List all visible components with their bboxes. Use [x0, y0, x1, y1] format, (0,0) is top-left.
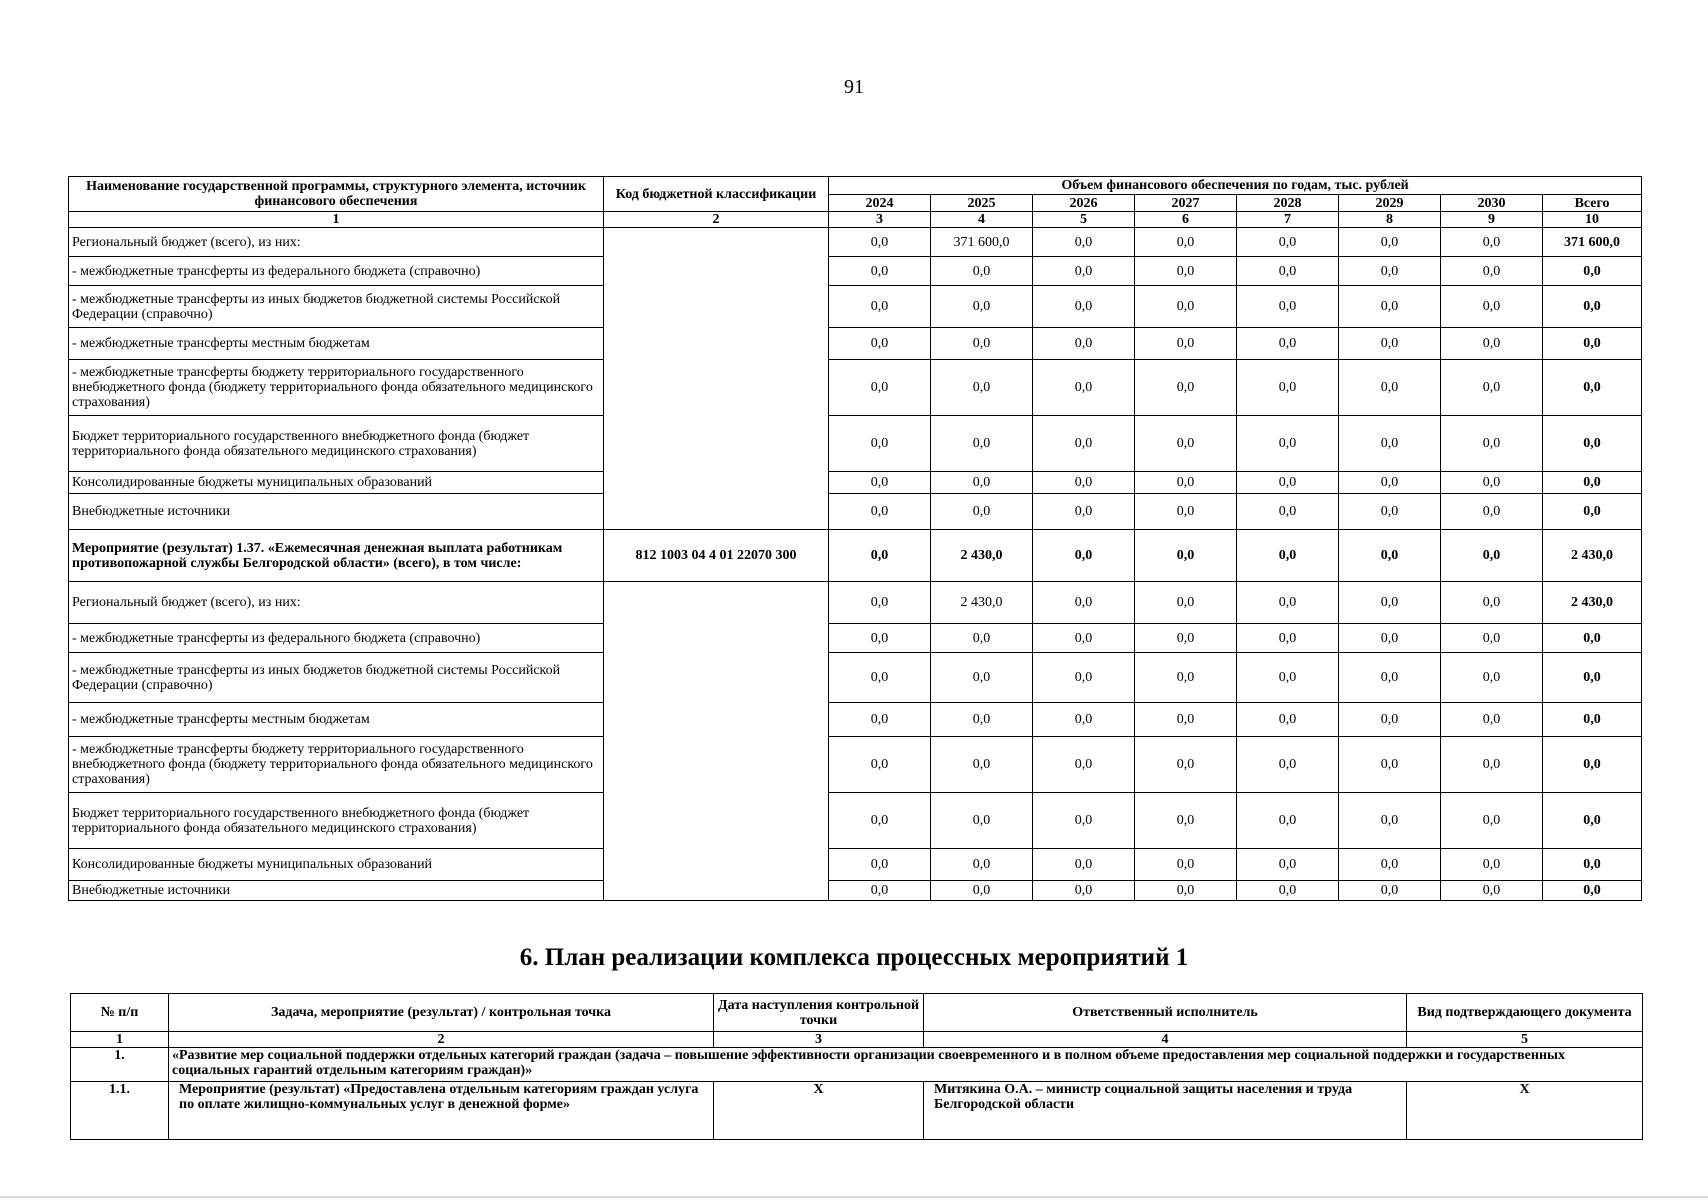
header-year: 2026 [1033, 195, 1135, 212]
section-title: 6. План реализации комплекса процессных мероприятий 1 [519, 944, 1189, 971]
row-name: Региональный бюджет (всего), из них: [69, 228, 604, 257]
row-total: 0,0 [1543, 703, 1642, 737]
finance-row [69, 530, 1642, 582]
row-value: 0,0 [931, 653, 1033, 703]
row-total: 2 430,0 [1543, 582, 1642, 624]
row-value: 0,0 [1033, 494, 1135, 530]
row-value: 0,0 [1237, 653, 1339, 703]
row-value: 0,0 [931, 257, 1033, 286]
row-value: 0,0 [829, 472, 931, 494]
row-value: 0,0 [1339, 286, 1441, 328]
row-value: 0,0 [1339, 472, 1441, 494]
column-number: 9 [1441, 212, 1543, 228]
row-value: 0,0 [829, 286, 931, 328]
plan-row-num: 1.1. [71, 1082, 169, 1140]
row-value: 0,0 [1339, 257, 1441, 286]
row-name: - межбюджетные трансферты из федерального бюджета (справочно) [69, 257, 604, 286]
plan-column-number: 5 [1407, 1032, 1643, 1048]
row-value: 0,0 [1339, 494, 1441, 530]
column-number: 1 [69, 212, 604, 228]
row-value: 0,0 [1135, 653, 1237, 703]
column-number: 6 [1135, 212, 1237, 228]
finance-row [69, 881, 1642, 901]
row-total: 0,0 [1543, 653, 1642, 703]
row-value: 0,0 [1237, 530, 1339, 582]
row-value: 0,0 [1033, 530, 1135, 582]
row-value: 0,0 [829, 360, 931, 416]
row-value: 0,0 [1135, 472, 1237, 494]
plan-header-date: Дата наступления контрольной точки [714, 994, 924, 1032]
row-value: 0,0 [829, 494, 931, 530]
row-total: 371 600,0 [1543, 228, 1642, 257]
row-value: 0,0 [1339, 530, 1441, 582]
header-code: Код бюджетной классификации [604, 177, 829, 212]
row-name: Региональный бюджет (всего), из них: [69, 582, 604, 624]
plan-header-executor: Ответственный исполнитель [924, 994, 1407, 1032]
row-value: 0,0 [1339, 416, 1441, 472]
row-name: Консолидированные бюджеты муниципальных образований [69, 472, 604, 494]
row-value: 0,0 [1033, 416, 1135, 472]
row-value: 0,0 [1033, 286, 1135, 328]
row-value: 0,0 [1033, 582, 1135, 624]
row-value: 0,0 [1441, 416, 1543, 472]
row-value: 0,0 [1441, 494, 1543, 530]
row-value: 0,0 [1441, 793, 1543, 849]
row-value: 0,0 [1441, 530, 1543, 582]
row-name: Внебюджетные источники [69, 881, 604, 901]
row-value: 0,0 [829, 582, 931, 624]
row-value: 0,0 [1135, 494, 1237, 530]
plan-row [71, 1048, 1643, 1082]
row-value: 371 600,0 [931, 228, 1033, 257]
row-name: Консолидированные бюджеты муниципальных образований [69, 849, 604, 881]
row-value: 0,0 [1237, 582, 1339, 624]
row-value: 0,0 [829, 703, 931, 737]
finance-row [69, 624, 1642, 653]
row-value: 0,0 [829, 624, 931, 653]
row-value: 0,0 [1135, 849, 1237, 881]
page-number: 91 [844, 76, 864, 98]
row-value: 0,0 [1441, 328, 1543, 360]
header-year: 2027 [1135, 195, 1237, 212]
row-value: 0,0 [1237, 257, 1339, 286]
row-total: 0,0 [1543, 849, 1642, 881]
row-value: 0,0 [1033, 472, 1135, 494]
finance-row [69, 793, 1642, 849]
row-value: 0,0 [1135, 257, 1237, 286]
financing-table [68, 176, 1642, 901]
row-total: 0,0 [1543, 257, 1642, 286]
row-value: 0,0 [1339, 228, 1441, 257]
row-value: 0,0 [829, 328, 931, 360]
row-total: 2 430,0 [1543, 530, 1642, 582]
header-name: Наименование государственной программы, структурного элемента, источник финансового обеспечения [69, 177, 604, 212]
row-value: 0,0 [1135, 582, 1237, 624]
row-value: 0,0 [1033, 328, 1135, 360]
row-value: 0,0 [829, 257, 931, 286]
header-year: 2028 [1237, 195, 1339, 212]
row-name: - межбюджетные трансферты местным бюджетам [69, 328, 604, 360]
row-value: 0,0 [1237, 849, 1339, 881]
row-value: 0,0 [829, 228, 931, 257]
plan-row [71, 1082, 1643, 1140]
row-value: 0,0 [1237, 416, 1339, 472]
row-value: 0,0 [931, 472, 1033, 494]
column-number: 5 [1033, 212, 1135, 228]
row-value: 0,0 [1135, 624, 1237, 653]
plan-row-doc: Х [1407, 1082, 1643, 1140]
row-value: 0,0 [1339, 881, 1441, 901]
row-value: 0,0 [1441, 286, 1543, 328]
header-year: 2024 [829, 195, 931, 212]
row-value: 0,0 [1441, 653, 1543, 703]
finance-row [69, 849, 1642, 881]
column-number: 4 [931, 212, 1033, 228]
plan-header-doc: Вид подтверждающего документа [1407, 994, 1643, 1032]
page-edge-rule [0, 1196, 1708, 1198]
finance-row [69, 416, 1642, 472]
row-value: 0,0 [1033, 653, 1135, 703]
row-value: 0,0 [931, 793, 1033, 849]
finance-row [69, 582, 1642, 624]
row-value: 0,0 [1033, 881, 1135, 901]
row-value: 0,0 [1033, 703, 1135, 737]
row-value: 0,0 [1237, 793, 1339, 849]
row-value: 0,0 [1339, 653, 1441, 703]
plan-column-number: 3 [714, 1032, 924, 1048]
row-value: 0,0 [1135, 737, 1237, 793]
finance-row [69, 257, 1642, 286]
plan-header-num: № п/п [71, 994, 169, 1032]
row-value: 0,0 [1441, 360, 1543, 416]
row-value: 0,0 [931, 416, 1033, 472]
finance-row [69, 653, 1642, 703]
row-value: 0,0 [1135, 703, 1237, 737]
row-value: 2 430,0 [931, 530, 1033, 582]
row-value: 0,0 [1237, 228, 1339, 257]
row-value: 0,0 [1135, 416, 1237, 472]
row-value: 0,0 [931, 624, 1033, 653]
row-value: 0,0 [1033, 849, 1135, 881]
row-name: - межбюджетные трансферты из иных бюджетов бюджетной системы Российской Федерации (справочно) [69, 653, 604, 703]
row-value: 0,0 [931, 881, 1033, 901]
row-name: - межбюджетные трансферты бюджету территориального государственного внебюджетного фонда (бюджету территориального фонда обязательного медицинского страхования) [69, 360, 604, 416]
row-value: 0,0 [1441, 881, 1543, 901]
row-name: - межбюджетные трансферты местным бюджетам [69, 703, 604, 737]
row-value: 0,0 [1135, 228, 1237, 257]
row-value: 0,0 [1135, 286, 1237, 328]
row-value: 0,0 [1441, 849, 1543, 881]
row-total: 0,0 [1543, 286, 1642, 328]
row-value: 0,0 [1135, 530, 1237, 582]
row-value: 0,0 [931, 703, 1033, 737]
row-value: 0,0 [1033, 624, 1135, 653]
row-value: 0,0 [1237, 737, 1339, 793]
finance-row [69, 360, 1642, 416]
header-year: 2025 [931, 195, 1033, 212]
row-value: 0,0 [1237, 703, 1339, 737]
row-value: 0,0 [1033, 793, 1135, 849]
column-number: 7 [1237, 212, 1339, 228]
row-value: 0,0 [1237, 360, 1339, 416]
row-code: 812 1003 04 4 01 22070 300 [604, 530, 829, 582]
finance-row [69, 494, 1642, 530]
row-code [604, 228, 829, 530]
finance-row [69, 228, 1642, 257]
row-name: - межбюджетные трансферты из федерального бюджета (справочно) [69, 624, 604, 653]
row-value: 0,0 [1033, 228, 1135, 257]
finance-row [69, 328, 1642, 360]
row-value: 0,0 [931, 849, 1033, 881]
row-value: 0,0 [1441, 737, 1543, 793]
row-total: 0,0 [1543, 793, 1642, 849]
row-value: 0,0 [1339, 737, 1441, 793]
finance-row [69, 703, 1642, 737]
row-value: 0,0 [1237, 881, 1339, 901]
row-value: 0,0 [1135, 328, 1237, 360]
row-value: 0,0 [1135, 360, 1237, 416]
row-value: 0,0 [931, 737, 1033, 793]
row-value: 0,0 [1237, 286, 1339, 328]
header-year: 2030 [1441, 195, 1543, 212]
row-value: 0,0 [1441, 472, 1543, 494]
row-total: 0,0 [1543, 737, 1642, 793]
row-value: 0,0 [931, 494, 1033, 530]
plan-row-date: Х [714, 1082, 924, 1140]
row-value: 0,0 [1339, 793, 1441, 849]
plan-header-task: Задача, мероприятие (результат) / контрольная точка [169, 994, 714, 1032]
row-name: Бюджет территориального государственного внебюджетного фонда (бюджет территориального фонда обязательного медицинского страхования) [69, 793, 604, 849]
row-value: 0,0 [829, 653, 931, 703]
row-value: 0,0 [1339, 624, 1441, 653]
header-year: 2029 [1339, 195, 1441, 212]
row-name: Мероприятие (результат) 1.37. «Ежемесячная денежная выплата работникам противопожарной службы Белгородской области» (всего), в том числе: [69, 530, 604, 582]
row-value: 0,0 [1339, 703, 1441, 737]
row-value: 0,0 [1441, 228, 1543, 257]
row-value: 0,0 [1441, 582, 1543, 624]
row-value: 0,0 [1237, 472, 1339, 494]
plan-row-task: «Развитие мер социальной поддержки отдельных категорий граждан (задача – повышение эффективности организации своевременного и в полном объеме предоставления мер социальной поддержки и государственных социальных гарантий отдельным категориям граждан)» [169, 1048, 1643, 1082]
row-value: 0,0 [829, 849, 931, 881]
header-total: Всего [1543, 195, 1642, 212]
row-value: 0,0 [1441, 257, 1543, 286]
row-total: 0,0 [1543, 360, 1642, 416]
column-number: 8 [1339, 212, 1441, 228]
finance-row [69, 472, 1642, 494]
row-value: 0,0 [1237, 328, 1339, 360]
row-value: 0,0 [1135, 793, 1237, 849]
row-total: 0,0 [1543, 881, 1642, 901]
row-code [604, 582, 829, 901]
row-total: 0,0 [1543, 624, 1642, 653]
row-value: 0,0 [1339, 582, 1441, 624]
row-name: Внебюджетные источники [69, 494, 604, 530]
row-value: 0,0 [1339, 849, 1441, 881]
row-value: 0,0 [829, 530, 931, 582]
plan-row-num: 1. [71, 1048, 169, 1082]
row-value: 0,0 [829, 737, 931, 793]
plan-column-number: 1 [71, 1032, 169, 1048]
row-value: 0,0 [931, 328, 1033, 360]
plan-row-task: Мероприятие (результат) «Предоставлена отдельным категориям граждан услуга по оплате жилищно-коммунальных услуг в денежной форме» [169, 1082, 714, 1140]
row-value: 0,0 [829, 881, 931, 901]
row-value: 0,0 [829, 793, 931, 849]
row-total: 0,0 [1543, 472, 1642, 494]
row-value: 0,0 [829, 416, 931, 472]
column-number: 2 [604, 212, 829, 228]
finance-row [69, 286, 1642, 328]
plan-table [70, 993, 1643, 1140]
row-name: - межбюджетные трансферты из иных бюджетов бюджетной системы Российской Федерации (справочно) [69, 286, 604, 328]
finance-row [69, 737, 1642, 793]
row-value: 0,0 [1339, 360, 1441, 416]
row-name: - межбюджетные трансферты бюджету территориального государственного внебюджетного фонда (бюджету территориального фонда обязательного медицинского страхования) [69, 737, 604, 793]
row-total: 0,0 [1543, 328, 1642, 360]
row-value: 0,0 [931, 286, 1033, 328]
row-value: 0,0 [1033, 737, 1135, 793]
row-value: 2 430,0 [931, 582, 1033, 624]
row-value: 0,0 [1237, 494, 1339, 530]
row-value: 0,0 [1339, 328, 1441, 360]
row-total: 0,0 [1543, 416, 1642, 472]
plan-row-executor: Митякина О.А. – министр социальной защиты населения и труда Белгородской области [924, 1082, 1407, 1140]
row-value: 0,0 [931, 360, 1033, 416]
row-value: 0,0 [1441, 703, 1543, 737]
row-value: 0,0 [1033, 257, 1135, 286]
row-value: 0,0 [1441, 624, 1543, 653]
row-value: 0,0 [1237, 624, 1339, 653]
row-value: 0,0 [1033, 360, 1135, 416]
column-number: 3 [829, 212, 931, 228]
column-number: 10 [1543, 212, 1642, 228]
plan-column-number: 4 [924, 1032, 1407, 1048]
plan-column-number: 2 [169, 1032, 714, 1048]
row-name: Бюджет территориального государственного внебюджетного фонда (бюджет территориального фонда обязательного медицинского страхования) [69, 416, 604, 472]
header-volume: Объем финансового обеспечения по годам, тыс. рублей [829, 177, 1642, 195]
row-value: 0,0 [1135, 881, 1237, 901]
row-total: 0,0 [1543, 494, 1642, 530]
